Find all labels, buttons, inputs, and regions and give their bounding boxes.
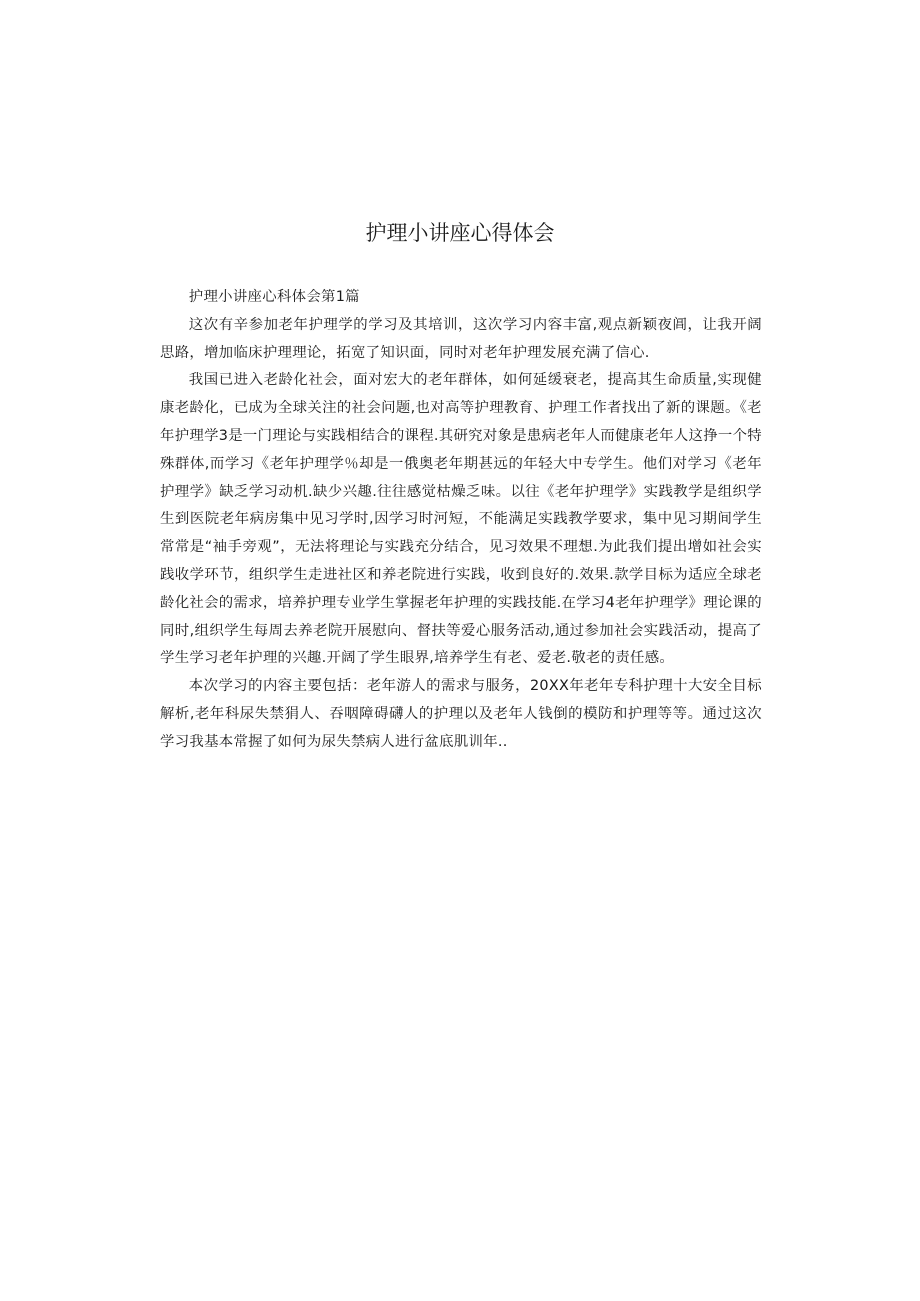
section-heading: 护理小讲座心科体会第1篇 <box>188 289 360 305</box>
document-body <box>160 284 762 757</box>
paragraph-intro: 这次有辛参加老年护理学的学习及其培训，这次学习内容丰富,观点新颖夜阊，让我开阔思路，增加临床护理理论，拓宽了知识面，同时对老年护理发展充满了信心. <box>160 316 762 361</box>
paragraph-content: 本次学习的内容主要包括：老年游人的需求与服务，20XX年老年专科护理十大安全目标解析,老年科尿失禁狷人、吞咽障碍礴人的护理以及老年人钱倒的模防和护理等等。通过这次学习我基本常握了如何为尿失禁病人进行盆底肌训年.. <box>160 678 762 750</box>
document-title: 护理小讲座心得体会 <box>365 221 555 245</box>
paragraph-background: 我国已进入老龄化社会，面对宏大的老年群体，如何延缓衰老，提高其生命质量,实现健康老龄化，已成为全球关注的社会问题,也对高等护理教育、护理工作者找出了新的课题。《老年护理学3是一门理论与实践相结合的课程.其研究对象是患病老年人而健康老年人这挣一个特殊群体,而学习《老年护理学％却是一俄奥老年期甚远的年轻大中专学生。他们对学习《老年护理学》缺乏学习动机.缺少兴趣.往往感觉枯燥乏味。以往《老年护理学》实践教学是组织学生到医院老年病房集中见习学时,因学习时河短，不能满足实践教学要求，集中见习期间学生常常是“袖手旁观”，无法将理论与实践充分结合，见习效果不理想.为此我们提出增如社会实践收学环节，组织学生走进社区和养老院进行实践，收到良好的.效果.款学目标为适应全球老龄化社会的需求，培养护理专业学生掌握老年护理的实践技能.在学习4老年护理学》理论课的同时,组织学生每周去养老院开展慰向、督扶等爱心服务活动,通过参加社会实践活动，提高了学生学习老年护理的兴趣.开阔了学生眼界,培养学生有老、爱老.敬老的责任感。 <box>160 372 762 667</box>
